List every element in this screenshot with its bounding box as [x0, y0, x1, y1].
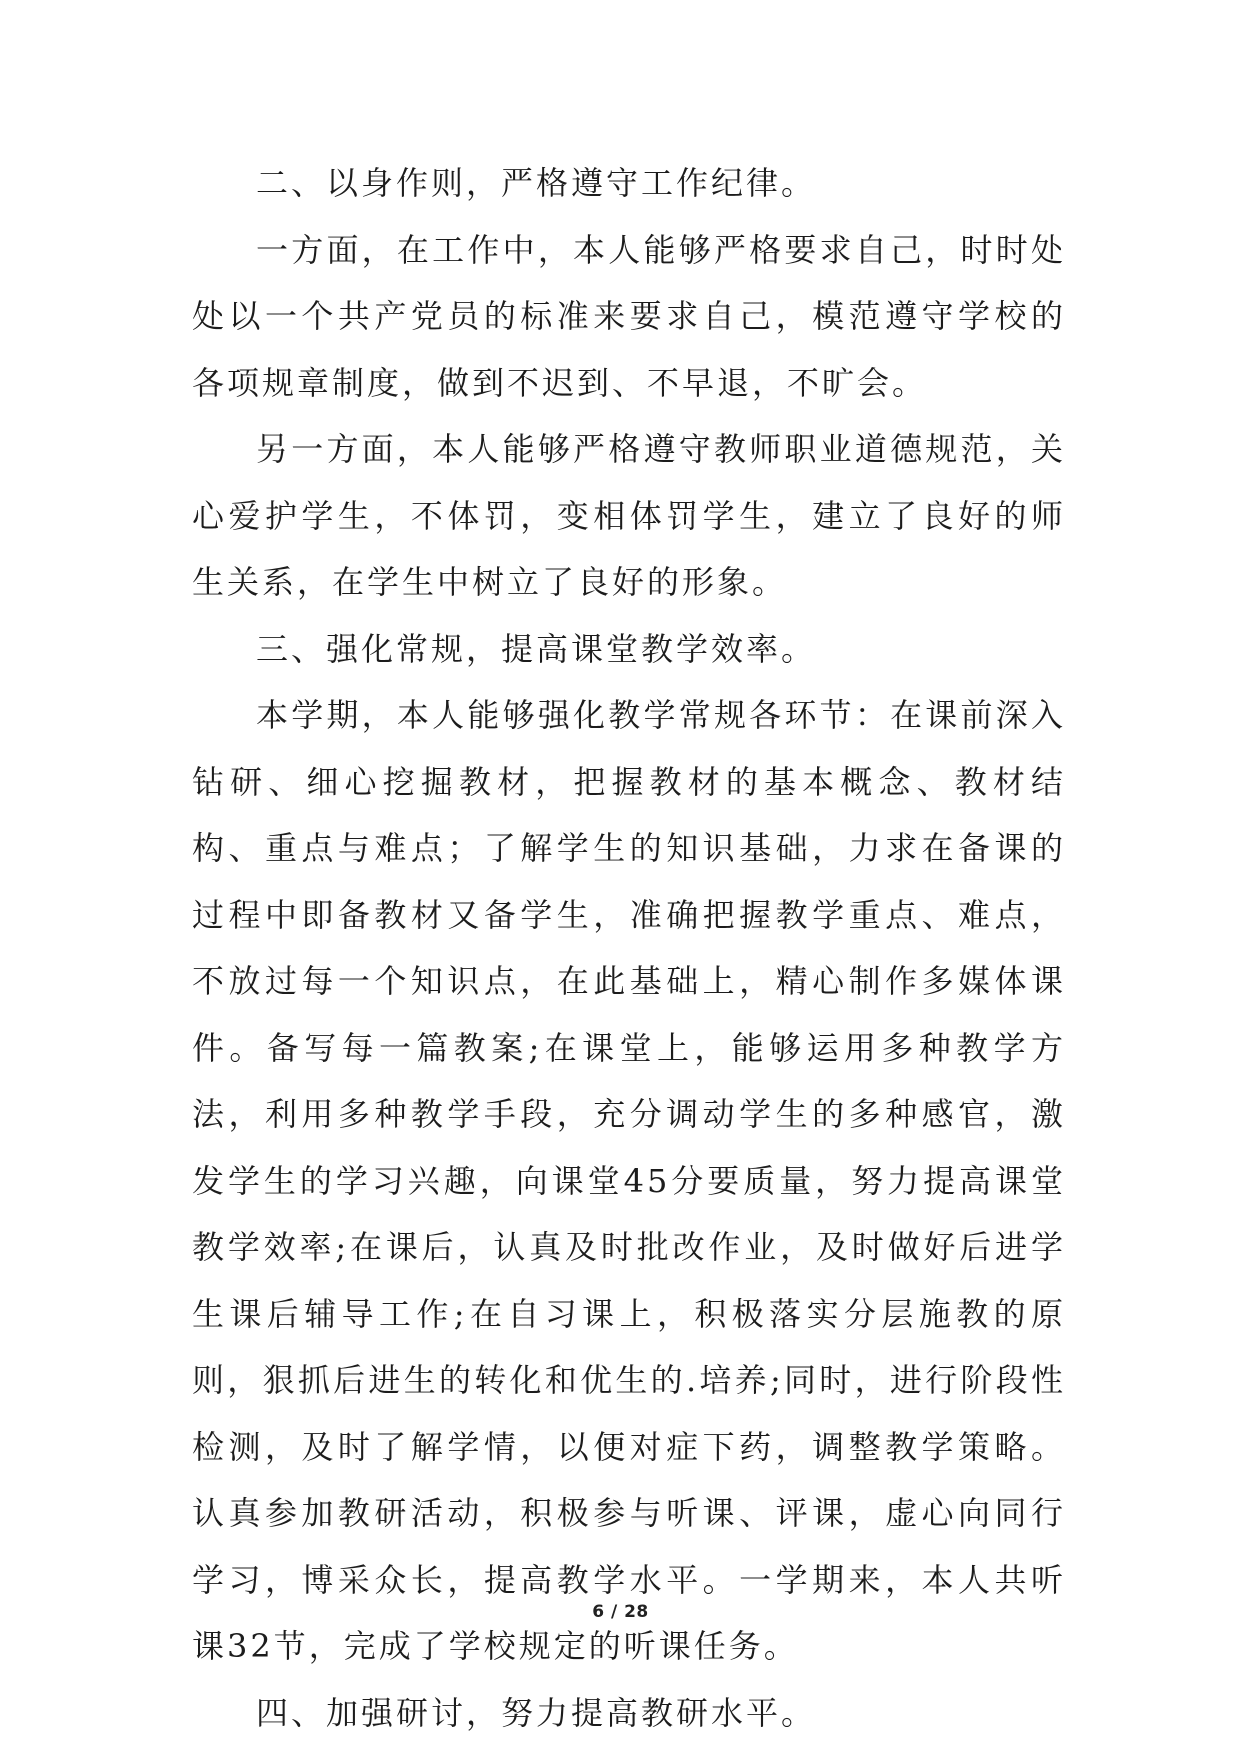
document-body — [192, 150, 1066, 1746]
paragraph-teaching-routine: 本学期，本人能够强化教学常规各环节：在课前深入钻研、细心挖掘教材，把握教材的基本概念、教材结构、重点与难点；了解学生的知识基础，力求在备课的过程中即备教材又备学生，准确把握教学重点、难点，不放过每一个知识点，在此基础上，精心制作多媒体课件。备写每一篇教案;在课堂上，能够运用多种教学方法，利用多种教学手段，充分调动学生的多种感官，激发学生的学习兴趣，向课堂45分要质量，努力提高课堂教学效率;在课后，认真及时批改作业，及时做好后进学生课后辅导工作;在自习课上，积极落实分层施教的原则，狠抓后进生的转化和优生的.培养;同时，进行阶段性检测，及时了解学情，以便对症下药，调整教学策略。认真参加教研活动，积极参与听课、评课，虚心向同行学习，博采众长，提高教学水平。一学期来，本人共听课32节，完成了学校规定的听课任务。 — [192, 696, 1066, 1665]
section-heading-4: 四、加强研讨，努力提高教研水平。 — [256, 1693, 817, 1732]
page-number: 6 / 28 — [592, 1602, 649, 1622]
paragraph-teacher-ethics: 另一方面，本人能够严格遵守教师职业道德规范，关心爱护学生，不体罚，变相体罚学生，建立了良好的师生关系，在学生中树立了良好的形象。 — [192, 430, 1066, 601]
section-heading-3: 三、强化常规，提高课堂教学效率。 — [256, 629, 817, 668]
paragraph-work-discipline: 一方面，在工作中，本人能够严格要求自己，时时处处以一个共产党员的标准来要求自己，模范遵守学校的各项规章制度，做到不迟到、不早退，不旷会。 — [192, 230, 1066, 402]
section-heading-2: 二、以身作则，严格遵守工作纪律。 — [256, 164, 817, 202]
